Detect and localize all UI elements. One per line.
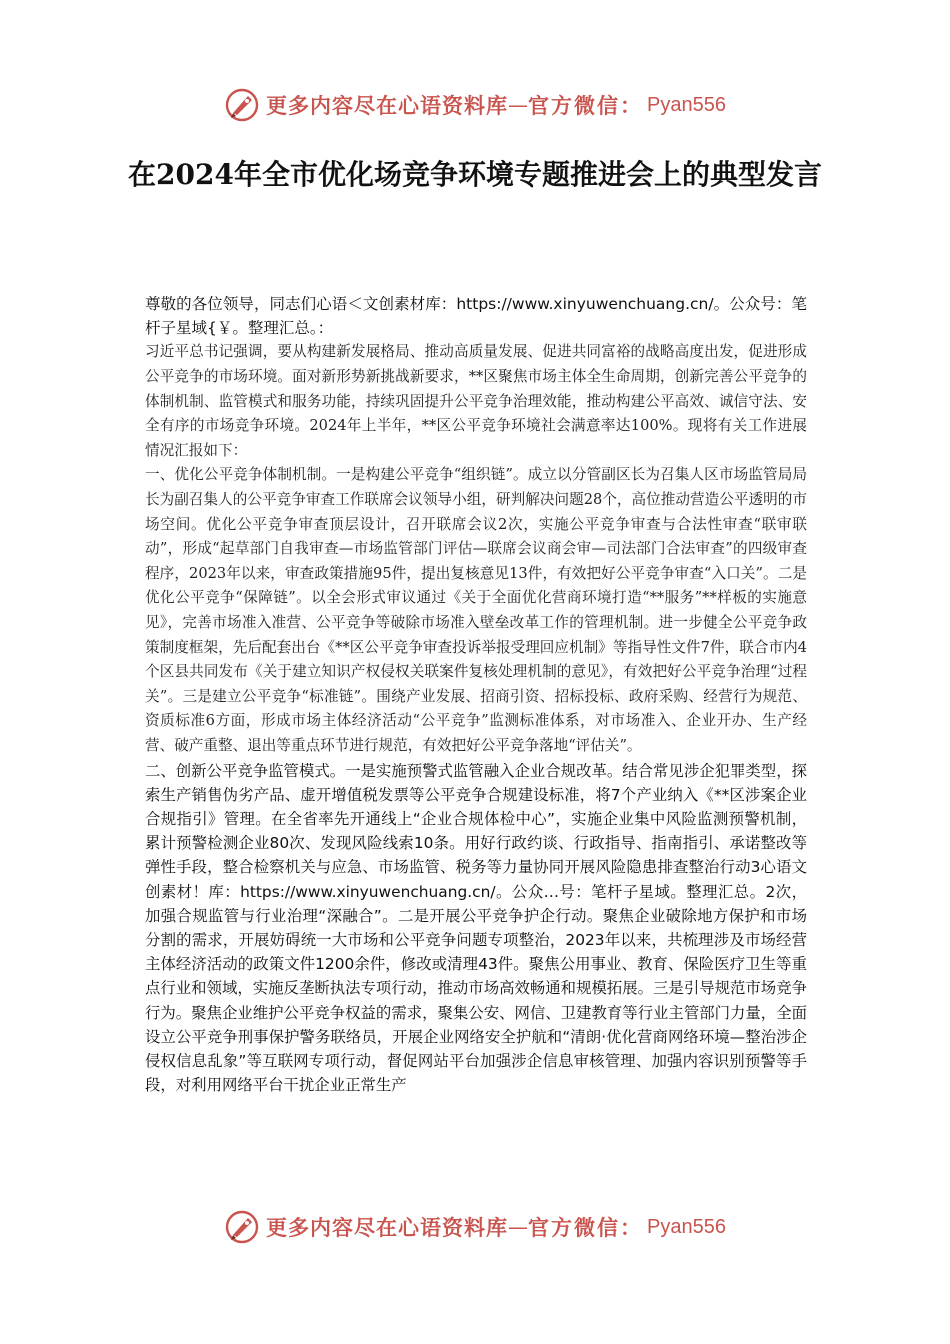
paragraph-intro: 习近平总书记强调，要从构建新发展格局、推动高质量发展、促进共同富裕的战略高度出发，促进形成公平竞争的市场环境。面对新形势新挑战新要求，**区聚焦市场主体全生命周期，创新完善公平竞争的体制机制、监管模式和服务功能，持续巩固提升公平竞争治理效能，推动构建公平高效、诚信守法、安全有序的市场竞争环境。2024年上半年，**区公平竞争环境社会满意率达100%。现将有关工作进展情况汇报如下： (145, 343, 807, 459)
document-body (145, 292, 807, 1097)
paragraph-salutation: 尊敬的各位领导，同志们心语＜文创素材库：https://www.xinyuwenchuang.cn/。公众号：笔杆子星域{￥。整理汇总。： (145, 295, 807, 338)
paragraph-section-two: 二、创新公平竞争监管模式。一是实施预警式监管融入企业合规改革。结合常见涉企犯罪类型，探索生产销售伪劣产品、虚开增值税发票等公平竞争合规建设标准，将7个产业纳入《**区涉案企业合规指引》管理。在全省率先开通线上“企业合规体检中心”，实施企业集中风险监测预警机制，累计预警检测企业80次、发现风险线索10条。用好行政约谈、行政指导、指南指引、承诺整改等弹性手段，整合检察机关与应急、市场监管、税务等力量协同开展风险隐患排查整治行动3心语文创素材！库：https://www.xinyuwenchuang.cn/。公众…号：笔杆子星域。整理汇总。2次，加强合规监管与行业治理“深融合”。二是开展公平竞争护企行动。聚焦企业破除地方保护和市场分割的需求，开展妨碍统一大市场和公平竞争问题专项整治，2023年以来，共梳理涉及市场经营主体经济活动的政策文件1200余件，修改或清理43件。聚焦公用事业、教育、保险医疗卫生等重点行业和领域，实施反垄断执法专项行动，推动市场高效畅通和规模拓展。三是引导规范市场竞争行为。聚焦企业维护公平竞争权益的需求，聚集公安、网信、卫建教育等行业主管部门力量，全面设立公平竞争刑事保护警务联络员，开展企业网络安全护航和“清朗·优化营商网络环境—整治涉企侵权信息乱象”等互联网专项行动，督促网站平台加强涉企信息审核管理、加强内容识别预警等手段，对利用网络平台干扰企业正常生产 (145, 761, 807, 1095)
header-banner (0, 80, 950, 130)
banner-main-text: 更多内容尽在心语资料库 (266, 93, 509, 118)
document-title: 在2024年全市优化场竞争环境专题推进会上的典型发言 (128, 158, 822, 191)
footer-banner (0, 1202, 950, 1252)
paragraph-section-one: 一、优化公平竞争体制机制。一是构建公平竞争“组织链”。成立以分管副区长为召集人区市场监管局局长为副召集人的公平竞争审查工作联席会议领导小组，研判解决问题28个，高位推动营造公平透明的市场空间。优化公平竞争审查顶层设计，召开联席会议2次，实施公平竞争审查与合法性审查“联审联动”，形成“起草部门自我审查—市场监管部门评估—联席会议商会审—司法部门合法审查”的四级审查程序，2023年以来，审查政策措施95件，提出复核意见13件，有效把好公平竞争审查“入口关”。二是优化公平竞争“保障链”。以全会形式审议通过《关于全面优化营商环境打造“**服务”**样板的实施意见》，完善市场准入准营、公平竞争等破除市场准入壁垒改革工作的管理机制。进一步健全公平竞争政策制度框架，先后配套出台《**区公平竞争审查投诉举报受理回应机制》等指导性文件7件，联合市内4个区县共同发布《关于建立知识产权侵权关联案件复核处理机制的意见》，有效把好公平竞争治理“过程关”。三是建立公平竞争“标准链”。围绕产业发展、招商引资、招标投标、政府采购、经营行为规范、资质标准6方面，形成市场主体经济活动“公平竞争”监测标准体系，对市场准入、企业开办、生产经营、破产重整、退出等重点环节进行规范，有效把好公平竞争落地“评估关”。 (145, 466, 807, 754)
banner-wechat-label: 官方微信： (528, 93, 644, 118)
banner-separator: — (508, 1215, 529, 1239)
banner-wechat-id: Pyan556 (647, 1215, 726, 1238)
banner-main-text: 更多内容尽在心语资料库 (266, 1215, 509, 1240)
banner-wechat-id: Pyan556 (647, 93, 726, 116)
pen-nib-logo-icon (224, 1209, 260, 1245)
banner-separator: — (508, 93, 529, 117)
banner-wechat-label: 官方微信： (528, 1215, 644, 1240)
pen-nib-logo-icon (224, 87, 260, 123)
